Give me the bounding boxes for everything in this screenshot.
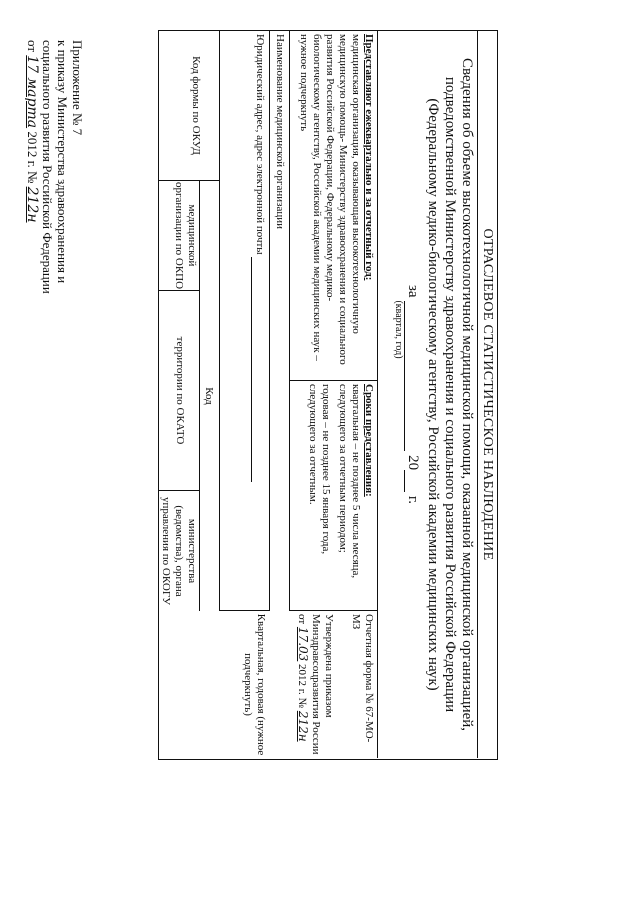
code-group-header: Код — [199, 181, 219, 611]
okato-label: территории по ОКАТО — [174, 336, 186, 445]
appendix-date-line: от 17 марта 2012 г. № 212н — [24, 40, 40, 223]
okato-cell — [159, 291, 199, 491]
deadline-year: годовая – не позднее 15 января года, следующего за отчетным. — [307, 384, 332, 555]
deadline-quarter: квартальная – не позднее 5 числа месяца, следующего за отчетным периодом; — [337, 384, 362, 579]
handwritten-date: 17 марта — [24, 55, 40, 129]
approved-date-line: от 17.03 2012 г. № 212н — [296, 614, 310, 742]
org-name-row[interactable] — [269, 31, 289, 611]
deadline-heading: Сроки представления: — [363, 384, 375, 497]
okogu-label: министерства (ведомства), органа управления по ОКОГУ — [160, 496, 198, 605]
who-text: медицинская организация, оказывающая высокотехнологичную медицинскую помощь- Министерству здравоохранения и социального развития Российской Федерации, Федеральному медико-биологическому агентству, Российской академии медицинских наук – нужное подчеркнуть — [298, 34, 362, 365]
address-field[interactable] — [251, 257, 264, 482]
address-label: Юридический адрес, адрес электронной почты — [254, 34, 266, 255]
handwritten-approved-date: 17.03 — [296, 626, 310, 662]
codes-table — [159, 31, 219, 758]
appendix-header — [24, 40, 85, 294]
period-hint: (квартал, год) — [393, 300, 404, 359]
who-heading: Представляют ежеквартально и за отчетный год: — [363, 34, 375, 281]
report-type: Квартальная, годовая (нужное подчеркнуть) — [242, 613, 267, 756]
address-row[interactable] — [219, 31, 269, 611]
form-title: ОТРАСЛЕВОЕ СТАТИСТИЧЕСКОЕ НАБЛЮДЕНИЕ — [477, 31, 497, 758]
okogu-cell — [159, 491, 199, 611]
form-heading: Сведения об объеме высокотехнологичной медицинской помощи, оказанной медицинской организацией, подведомственной Министерству здравоохранения и социального развития Российской Федерации (Федеральному медико-биологическому агентству, Российской академии медицинских наук) — [425, 57, 475, 732]
appendix-order-line: к приказу Министерства здравоохранения и — [55, 40, 70, 284]
okud-cell — [159, 31, 219, 181]
deadlines — [289, 381, 377, 611]
form-number: Отчетная форма № 67-МО-МЗ — [350, 614, 375, 743]
period-field[interactable] — [404, 301, 405, 451]
okud-label: Код формы по ОКУД — [190, 56, 202, 155]
appendix-ministry-line: социального развития Российской Федерации — [40, 40, 55, 294]
handwritten-number: 212н — [24, 186, 40, 223]
okpo-label: медицинской организации по ОКПО — [173, 181, 198, 290]
who-submits — [289, 31, 377, 381]
statistical-form — [158, 30, 498, 760]
handwritten-approved-number: 212н — [296, 710, 310, 742]
reporting-period: за 20 г. — [405, 284, 421, 505]
org-name-label: Наименование медицинской организации — [274, 34, 286, 229]
form-approval — [289, 611, 377, 758]
okpo-cell — [159, 181, 199, 291]
form-heading-block — [377, 31, 477, 758]
year-field[interactable] — [404, 470, 405, 492]
approved-line2: Минздравсоцразвития России — [310, 614, 322, 755]
approved-line1: Утверждена приказом — [323, 614, 335, 718]
appendix-number: Приложение № 7 — [70, 40, 85, 136]
